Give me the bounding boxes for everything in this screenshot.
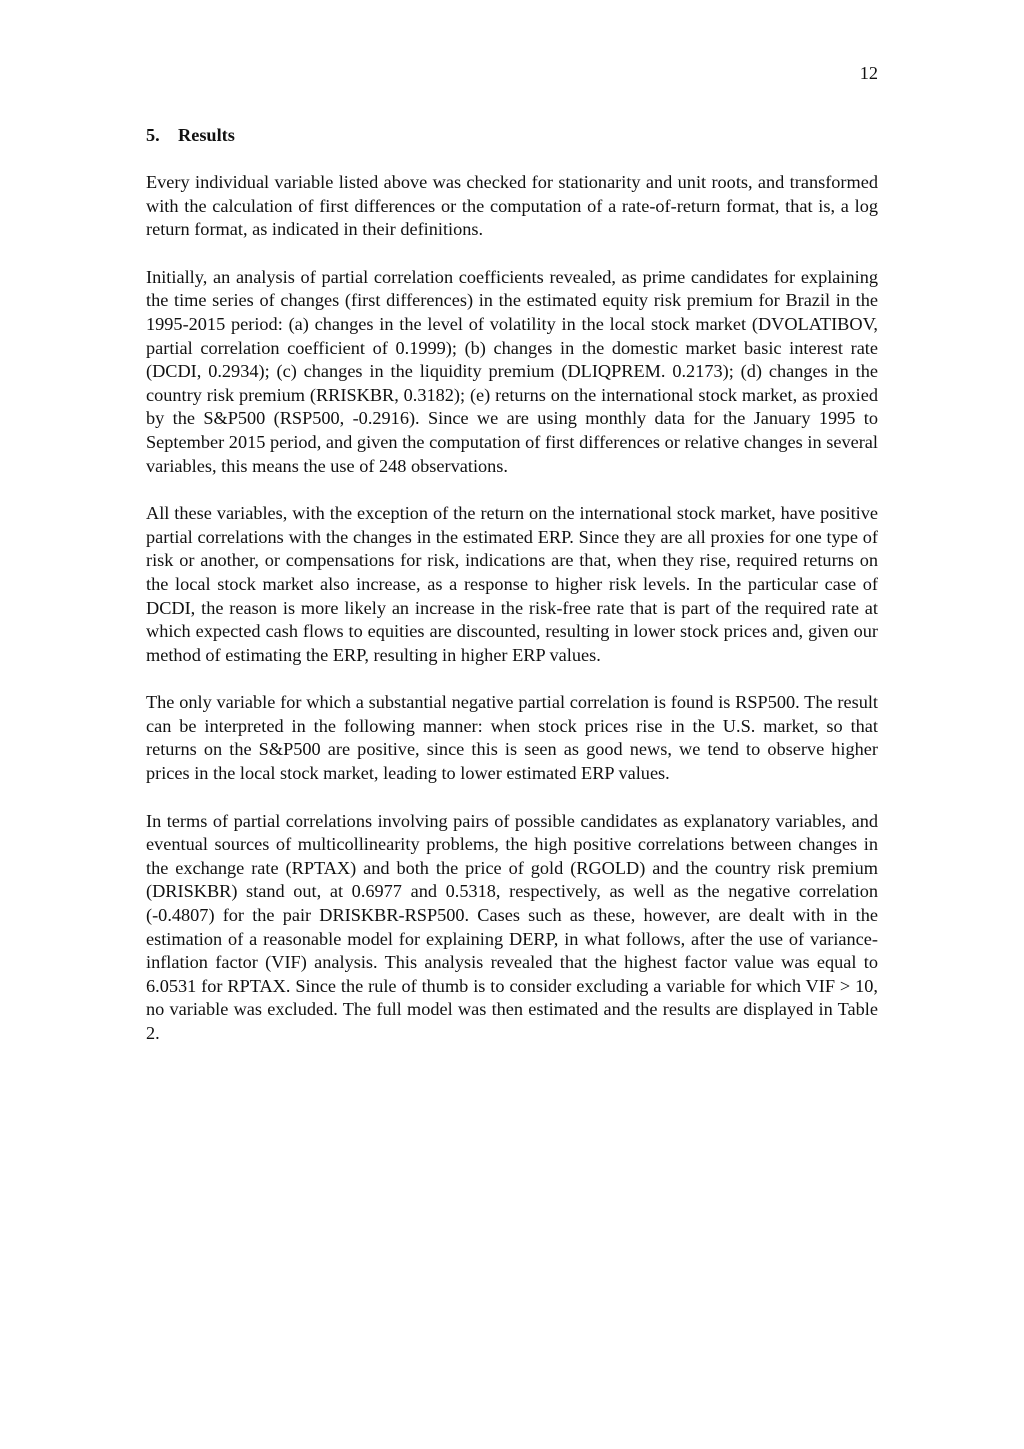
paragraph-2: Initially, an analysis of partial correlation coefficients revealed, as prime candidates for explaining the time series of changes (first differences) in the estimated equity risk premium for Brazil in the 1995-2015 period: (a) changes in the level of volatility in the local stock market (DVOLATIBOV, partial correlation coefficient of 0.1999); (b) changes in the domestic market basic interest rate (DCDI, 0.2934); (c) changes in the liquidity premium (DLIQPREM. 0.2173); (d) changes in the country risk premium (RRISKBR, 0.3182); (e) returns on the international stock market, as proxied by the S&P500 (RSP500, -0.2916). Since we are using monthly data for the January 1995 to September 2015 period, and given the computation of first differences or relative changes in several variables, this means the use of 248 observations. <box>146 266 878 476</box>
paragraph-5: In terms of partial correlations involving pairs of possible candidates as explanatory variables, and eventual sources of multicollinearity problems, the high positive correlations between changes in the exchange rate (RPTAX) and both the price of gold (RGOLD) and the country risk premium (DRISKBR) stand out, at 0.6977 and 0.5318, respectively, as well as the negative correlation (-0.4807) for the pair DRISKBR-RSP500. Cases such as these, however, are dealt with in the estimation of a reasonable model for explaining DERP, in what follows, after the use of variance-inflation factor (VIF) analysis. This analysis revealed that the highest factor value was equal to 6.0531 for RPTAX. Since the rule of thumb is to consider excluding a variable for which VIF > 10, no variable was excluded. The full model was then estimated and the results are displayed in Table 2. <box>146 810 878 1043</box>
paragraph-1: Every individual variable listed above was checked for stationarity and unit roots, and transformed with the calculation of first differences or the computation of a rate-of-return format, that is, a log return format, as indicated in their definitions. <box>146 172 878 240</box>
section-title: Results <box>178 125 235 145</box>
paragraph-3: All these variables, with the exception of the return on the international stock market, have positive partial correlations with the changes in the estimated ERP. Since they are all proxies for one type of risk or another, or compensations for risk, indications are that, when they rise, required returns on the local stock market also increase, as a response to higher risk levels. In the particular case of DCDI, the reason is more likely an increase in the risk-free rate that is part of the required rate at which expected cash flows to equities are discounted, resulting in lower stock prices and, given our method of estimating the ERP, resulting in higher ERP values. <box>146 503 878 665</box>
paragraph-4: The only variable for which a substantial negative partial correlation is found is RSP500. The result can be interpreted in the following manner: when stock prices rise in the U.S. market, so that returns on the S&P500 are positive, since this is seen as good news, we tend to observe higher prices in the local stock market, leading to lower estimated ERP values. <box>146 692 878 784</box>
section-body <box>146 171 878 1070</box>
section-heading <box>146 124 235 148</box>
section-number: 5. <box>146 125 160 145</box>
page-number: 12 <box>859 63 878 83</box>
